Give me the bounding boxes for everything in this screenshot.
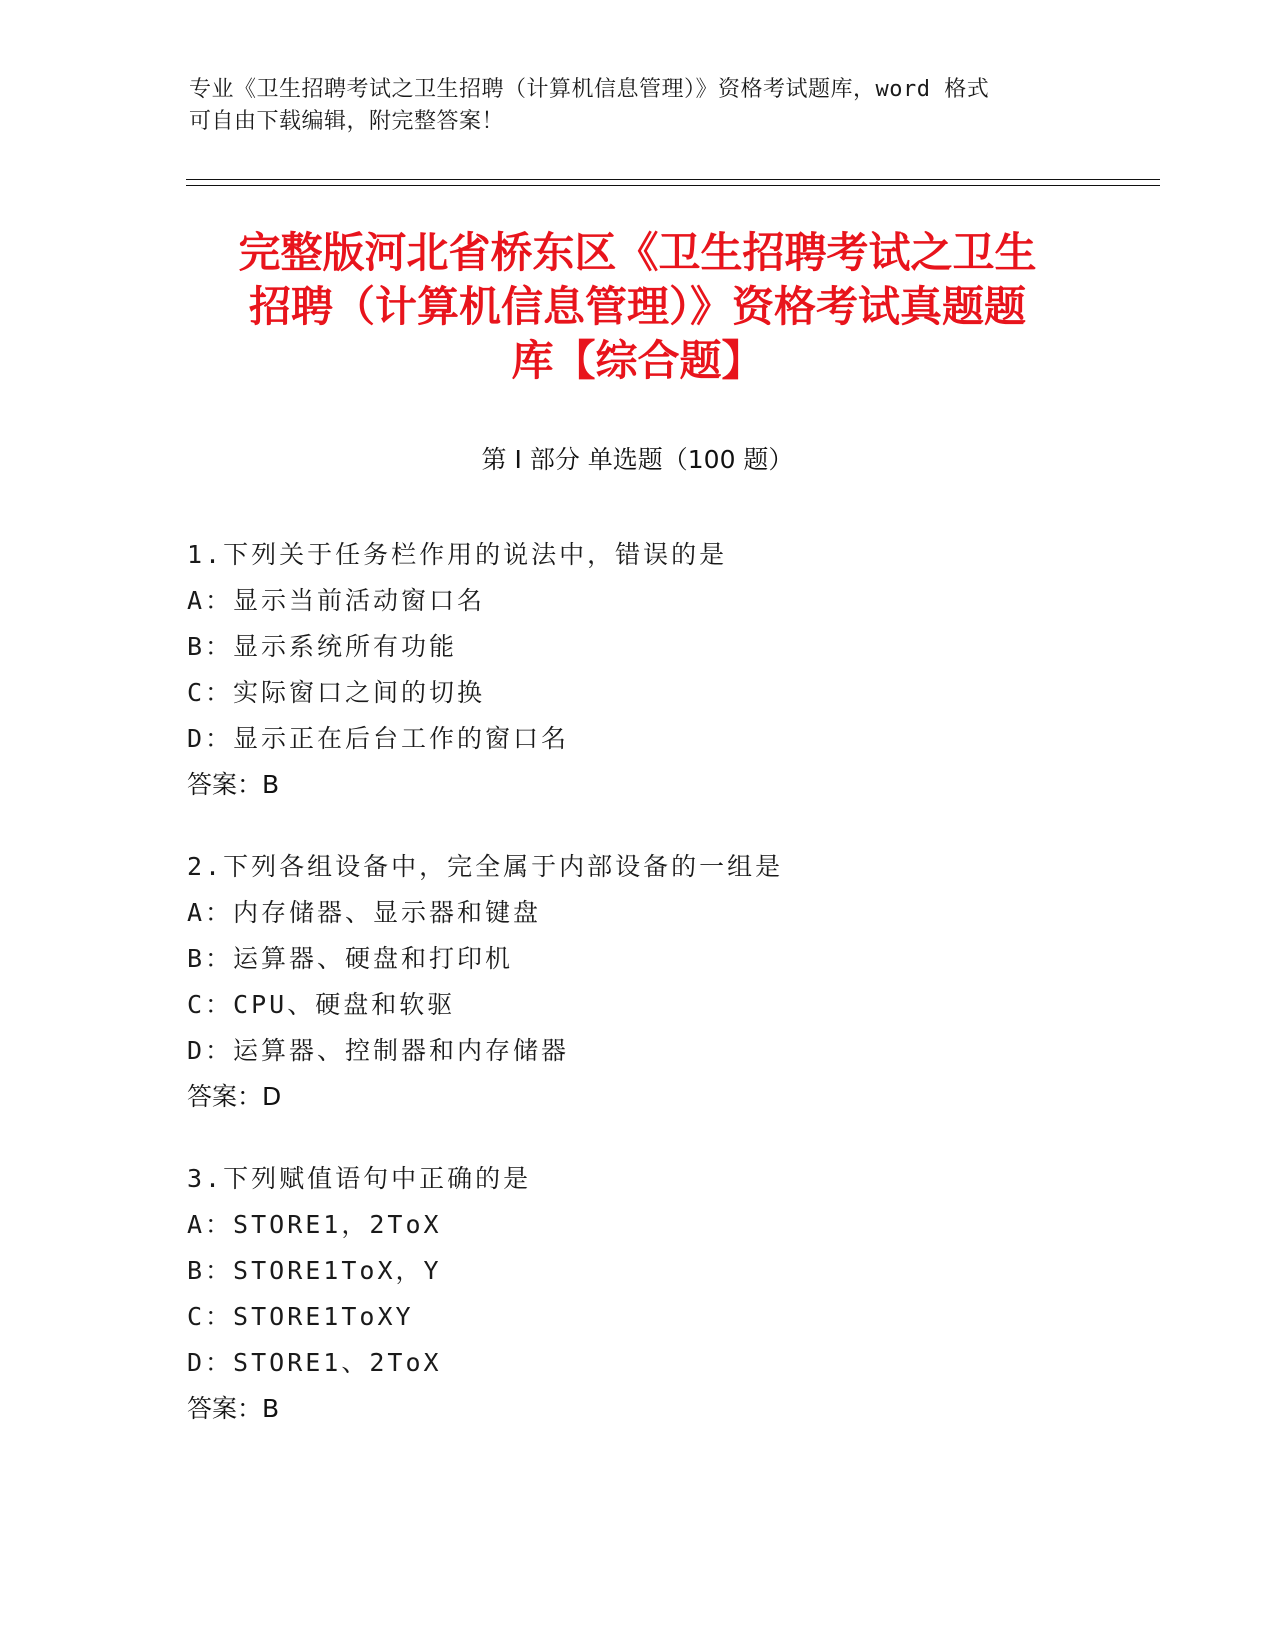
- answer-line: 答案：B: [187, 770, 280, 799]
- question-1: [187, 532, 1137, 808]
- option-b: B：运算器、硬盘和打印机: [187, 944, 514, 973]
- option-d: D：STORE1、2ToX: [187, 1348, 442, 1377]
- header-note-line-1: 专业《卫生招聘考试之卫生招聘（计算机信息管理）》资格考试题库，word 格式: [189, 77, 990, 102]
- option-a: A：内存储器、显示器和键盘: [187, 898, 542, 927]
- header-note-line-2: 可自由下载编辑，附完整答案！: [189, 109, 505, 134]
- answer-line: 答案：B: [187, 1394, 280, 1423]
- question-stem: 3.下列赋值语句中正确的是: [187, 1164, 532, 1193]
- header-divider-bottom: [186, 185, 1160, 186]
- question-stem: 1.下列关于任务栏作用的说法中，错误的是: [187, 540, 728, 569]
- section-title: 第 I 部分 单选题（100 题）: [481, 445, 794, 474]
- option-b: B：STORE1ToX，Y: [187, 1256, 442, 1285]
- question-3: [187, 1156, 1137, 1432]
- document-title-line-1: 完整版河北省桥东区《卫生招聘考试之卫生: [238, 228, 1037, 277]
- option-d: D：显示正在后台工作的窗口名: [187, 724, 570, 753]
- document-title: [150, 226, 1125, 388]
- header-note: [189, 74, 1069, 138]
- header-divider-top: [186, 179, 1160, 180]
- option-b: B：显示系统所有功能: [187, 632, 458, 661]
- question-2: [187, 844, 1137, 1120]
- option-c: C：CPU、硬盘和软驱: [187, 990, 456, 1019]
- document-title-line-2: 招聘（计算机信息管理）》资格考试真题题: [248, 282, 1026, 331]
- answer-line: 答案：D: [187, 1082, 282, 1111]
- option-c: C：STORE1ToXY: [187, 1302, 414, 1331]
- question-list: [187, 532, 1137, 1468]
- option-a: A：显示当前活动窗口名: [187, 586, 486, 615]
- document-title-line-3: 库【综合题】: [511, 336, 764, 385]
- question-stem: 2.下列各组设备中，完全属于内部设备的一组是: [187, 852, 784, 881]
- option-a: A：STORE1，2ToX: [187, 1210, 442, 1239]
- option-c: C：实际窗口之间的切换: [187, 678, 486, 707]
- option-d: D：运算器、控制器和内存储器: [187, 1036, 570, 1065]
